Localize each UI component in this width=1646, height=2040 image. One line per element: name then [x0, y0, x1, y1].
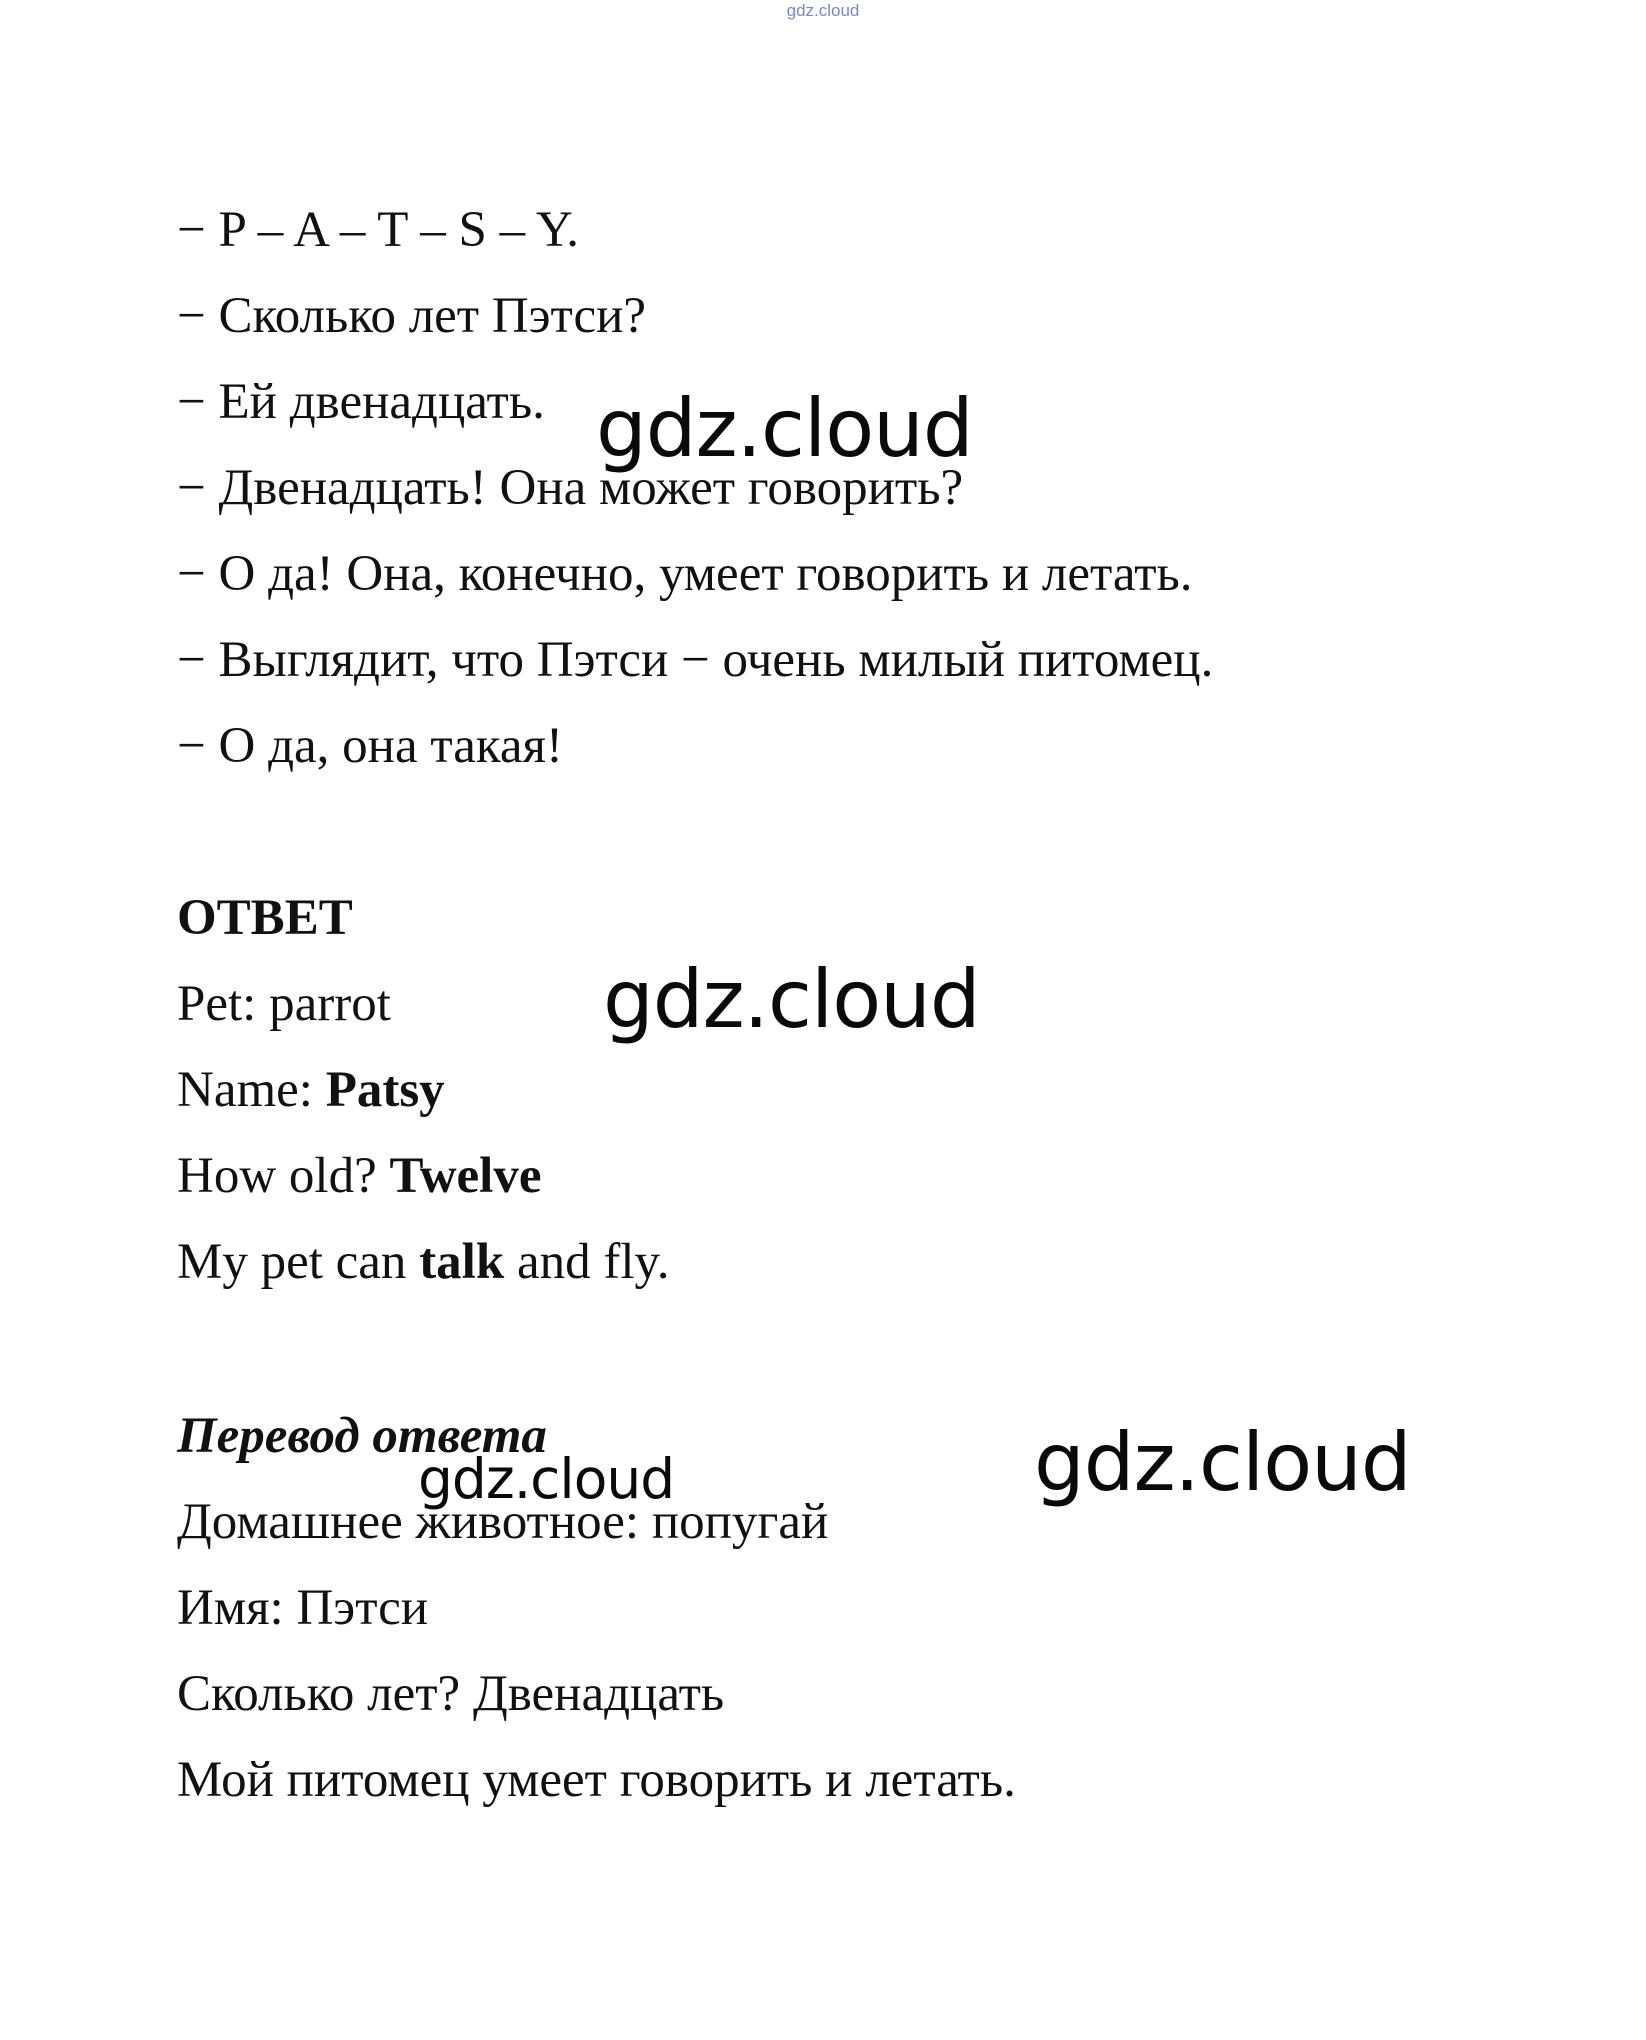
- translation-line-4: Мой питомец умеет говорить и летать.: [177, 1752, 1016, 1808]
- watermark-4: gdz.cloud: [418, 1447, 675, 1511]
- answer-name-value: Patsy: [325, 1062, 445, 1118]
- answer-skill-line: [177, 1232, 669, 1292]
- answer-name-label: Name:: [177, 1062, 326, 1118]
- answer-age-line: [177, 1146, 541, 1206]
- top-watermark: gdz.cloud: [786, 1, 860, 20]
- answer-age-value: Twelve: [389, 1148, 542, 1204]
- dialogue-line-5: − О да! Она, конечно, умеет говорить и летать.: [177, 546, 1193, 602]
- translation-line-1: Домашнее животное: попугай: [177, 1494, 829, 1550]
- answer-pet-line: Pet: parrot: [177, 976, 391, 1032]
- watermark-1: gdz.cloud: [596, 382, 973, 475]
- dialogue-line-3: − Ей двенадцать.: [177, 374, 545, 430]
- dialogue-line-6: − Выглядит, что Пэтси − очень милый питомец.: [177, 632, 1214, 688]
- dialogue-line-1: − P – A – T – S – Y.: [177, 202, 579, 258]
- watermark-3: gdz.cloud: [1034, 1416, 1411, 1509]
- answer-skill-suffix: and fly.: [504, 1234, 670, 1290]
- dialogue-line-2: − Сколько лет Пэтси?: [177, 288, 647, 344]
- answer-skill-bold: talk: [419, 1234, 505, 1290]
- dialogue-line-7: − О да, она такая!: [177, 718, 563, 774]
- dialogue-line-4: − Двенадцать! Она может говорить?: [177, 460, 964, 516]
- watermark-2: gdz.cloud: [603, 953, 980, 1046]
- translation-line-3: Сколько лет? Двенадцать: [177, 1666, 725, 1722]
- translation-line-2: Имя: Пэтси: [177, 1580, 429, 1636]
- answer-heading: ОТВЕТ: [177, 890, 353, 946]
- answer-skill-prefix: My pet can: [177, 1234, 420, 1290]
- answer-age-label: How old?: [177, 1148, 390, 1204]
- answer-name-line: [177, 1060, 445, 1120]
- translation-heading: Перевод ответа: [177, 1408, 547, 1464]
